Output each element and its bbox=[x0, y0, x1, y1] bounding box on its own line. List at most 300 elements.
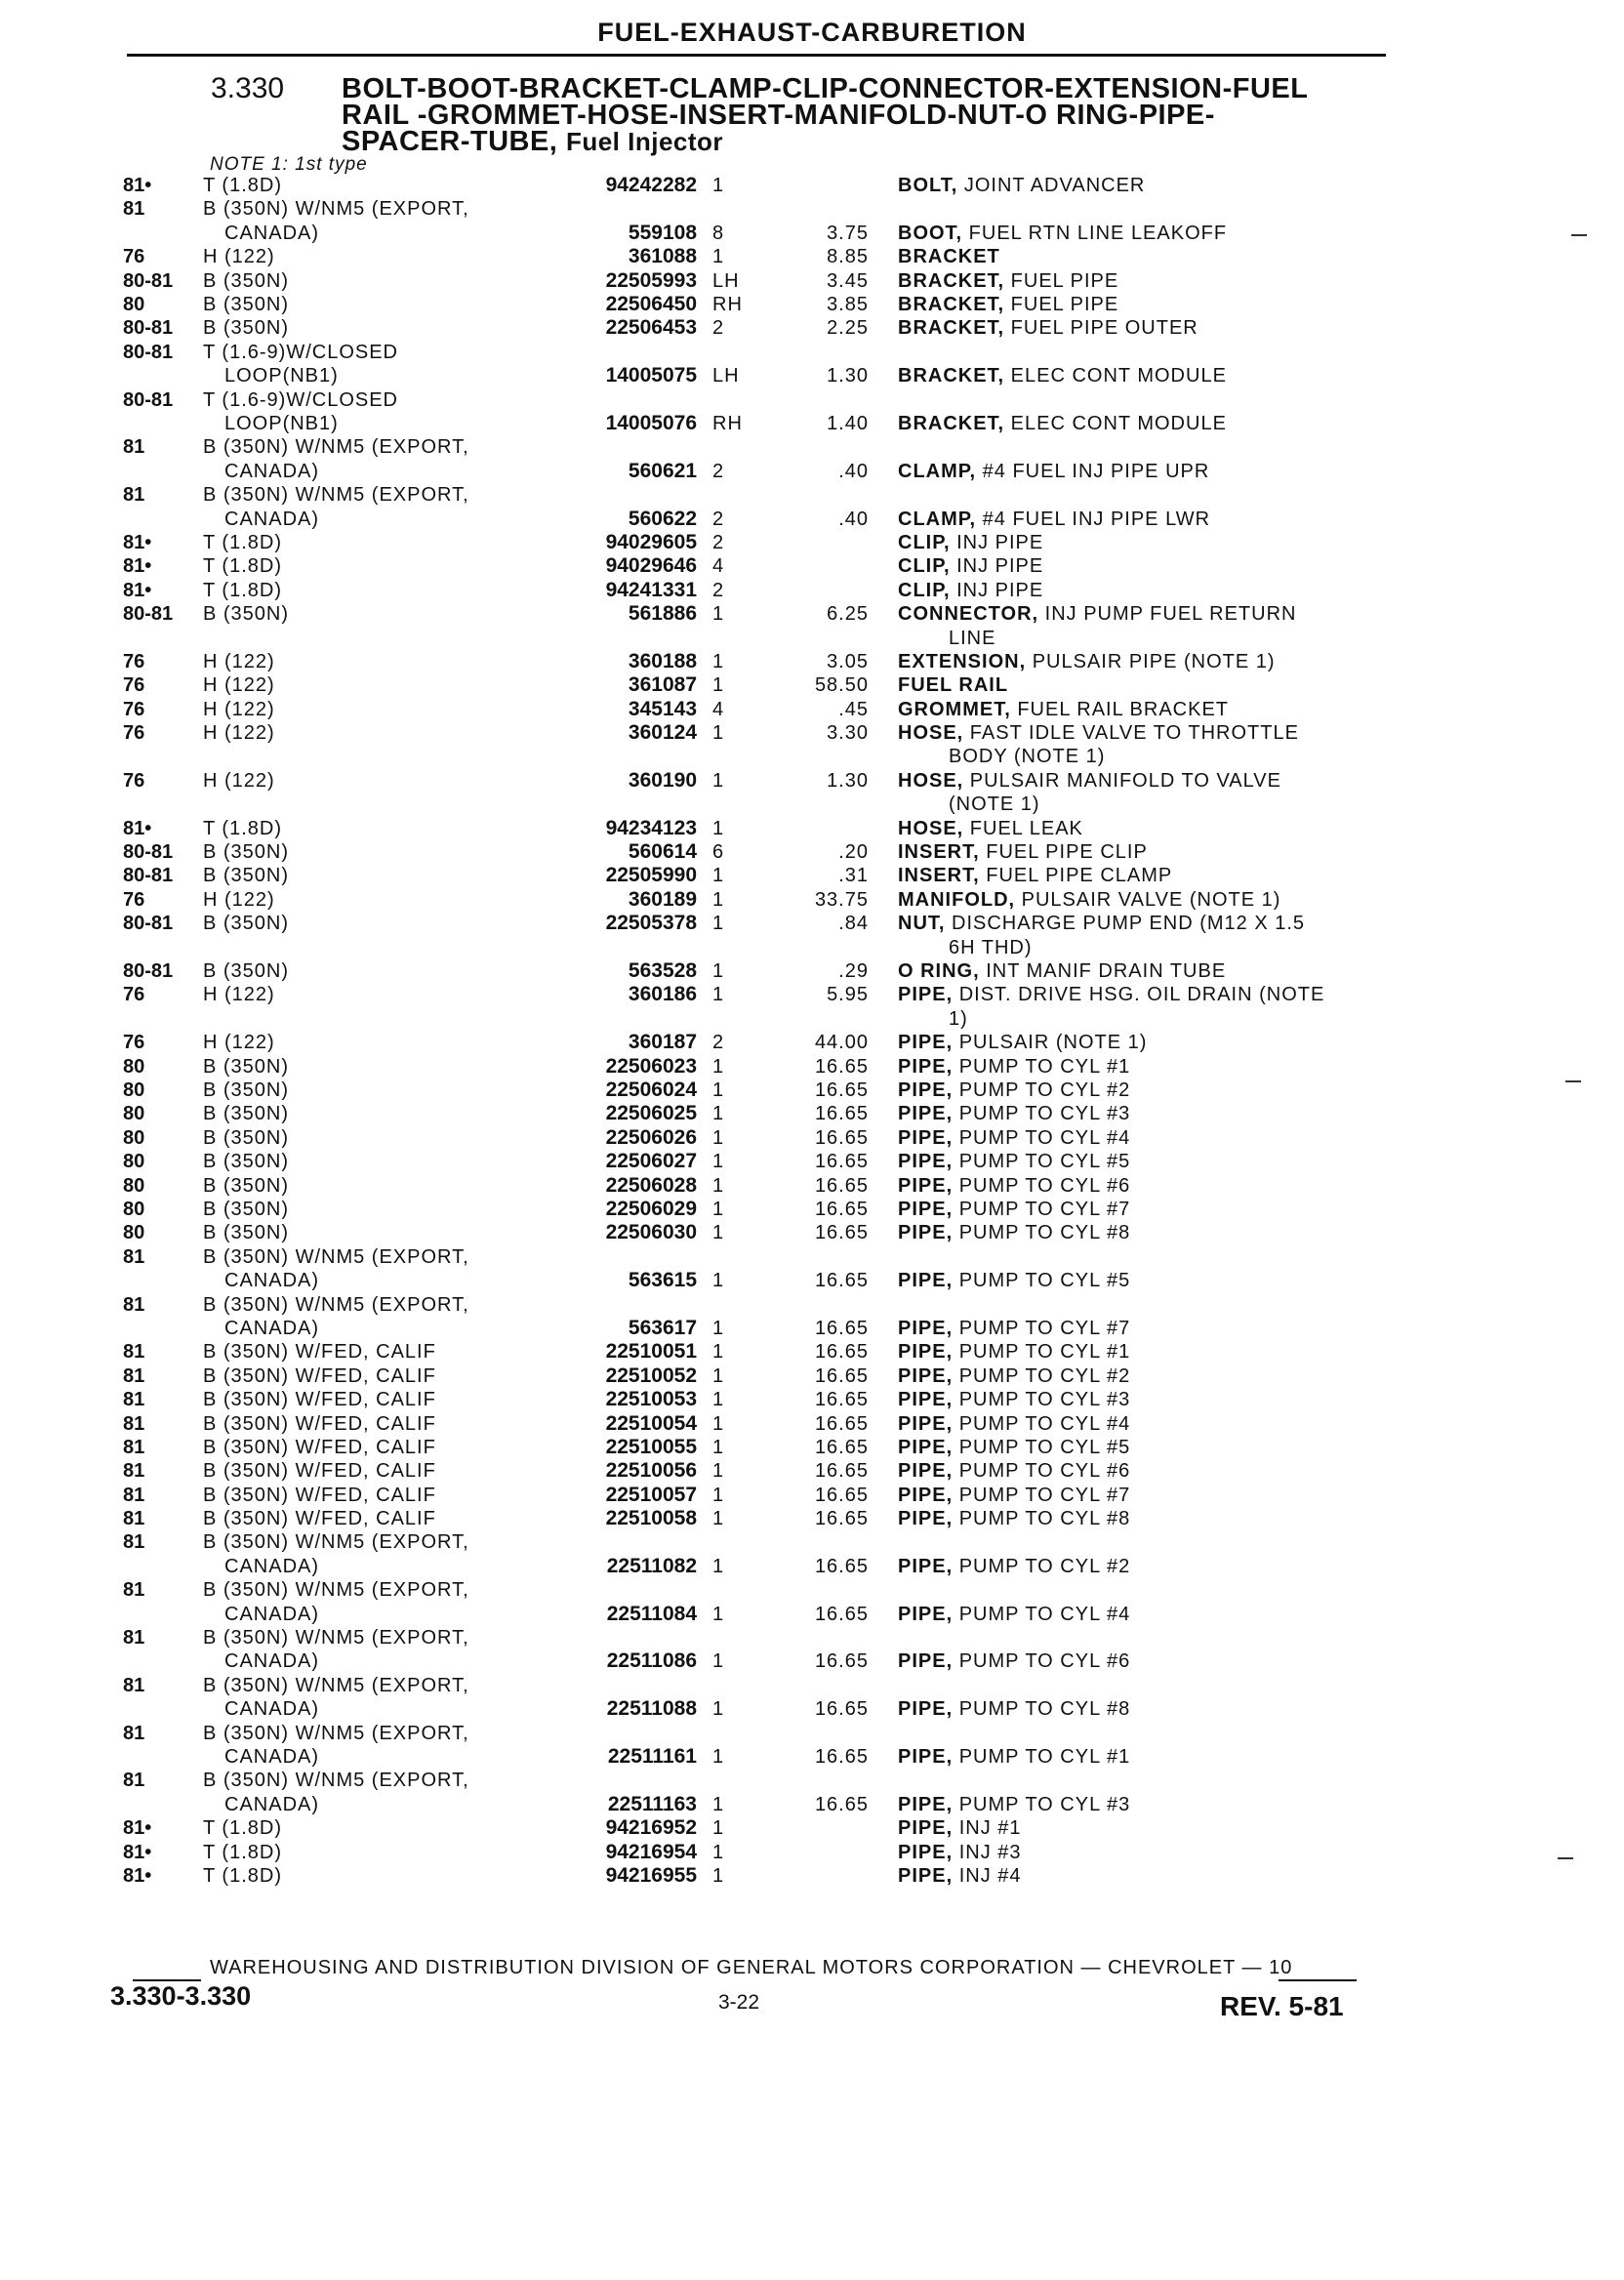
part-number: 22506026 bbox=[605, 1125, 697, 1149]
quantity: 1 bbox=[712, 722, 725, 745]
model-code-cont: CANADA) bbox=[224, 1555, 320, 1577]
description-keyword: PIPE, bbox=[898, 1055, 954, 1078]
table-row bbox=[0, 721, 1624, 769]
table-row bbox=[0, 316, 1624, 340]
quantity: 1 bbox=[712, 1055, 725, 1078]
description-detail: PUMP TO CYL #1 bbox=[953, 1055, 1131, 1078]
description bbox=[898, 1484, 1130, 1507]
part-number: 14005075 bbox=[605, 364, 697, 387]
model-code: B (350N) bbox=[203, 317, 290, 340]
model-code: H (122) bbox=[203, 246, 275, 268]
model-code: B (350N) bbox=[203, 1198, 290, 1220]
part-number: 22506030 bbox=[605, 1221, 697, 1244]
part-number: 22511084 bbox=[606, 1602, 697, 1625]
model-code: B (350N) W/NM5 (EXPORT, bbox=[203, 1627, 469, 1649]
model-year: 81 bbox=[123, 1412, 145, 1435]
quantity: 1 bbox=[712, 1198, 725, 1220]
description-detail: ELEC CONT MODULE bbox=[1004, 365, 1227, 387]
model-code: B (350N) W/NM5 (EXPORT, bbox=[203, 1531, 469, 1554]
table-row bbox=[0, 269, 1624, 293]
quantity: 1 bbox=[712, 865, 725, 887]
description-detail: PUMP TO CYL #7 bbox=[953, 1317, 1131, 1339]
model-code: H (122) bbox=[203, 769, 275, 792]
part-number: 22506453 bbox=[605, 316, 697, 340]
description-detail: PUMP TO CYL #5 bbox=[953, 1151, 1131, 1173]
model-code: H (122) bbox=[203, 650, 275, 672]
model-year: 80-81 bbox=[123, 317, 174, 340]
model-code: T (1.8D) bbox=[203, 555, 282, 578]
model-code: B (350N) W/FED, CALIF bbox=[203, 1389, 436, 1411]
model-year: 81 bbox=[123, 1341, 145, 1364]
description bbox=[898, 1841, 1022, 1864]
model-year: 81 bbox=[123, 1364, 145, 1387]
quantity: 1 bbox=[712, 817, 725, 839]
quantity: 1 bbox=[712, 246, 725, 268]
description-keyword: O RING, bbox=[898, 960, 980, 983]
price: .31 bbox=[838, 865, 869, 887]
part-number: 360190 bbox=[628, 768, 697, 792]
model-year: 80-81 bbox=[123, 341, 174, 363]
model-year: 81 bbox=[123, 1460, 145, 1483]
quantity: 1 bbox=[712, 1603, 725, 1625]
model-code: H (122) bbox=[203, 722, 275, 745]
description bbox=[898, 1174, 1130, 1198]
price: 16.65 bbox=[814, 1508, 869, 1530]
quantity: 1 bbox=[712, 1222, 725, 1244]
description-keyword: PIPE, bbox=[898, 1484, 954, 1506]
table-row bbox=[0, 650, 1624, 673]
table-row bbox=[0, 1436, 1624, 1459]
description-keyword: PIPE, bbox=[898, 1341, 954, 1364]
description bbox=[898, 1150, 1130, 1173]
description bbox=[898, 698, 1229, 721]
table-row bbox=[0, 1388, 1624, 1411]
description bbox=[898, 1317, 1130, 1340]
model-code: B (350N) W/NM5 (EXPORT, bbox=[203, 484, 469, 507]
description-detail: INJ PIPE bbox=[950, 579, 1044, 601]
price: 3.85 bbox=[827, 293, 869, 315]
section-title-subtitle: Fuel Injector bbox=[565, 127, 724, 156]
quantity: RH bbox=[712, 412, 743, 434]
part-number: 14005076 bbox=[605, 411, 697, 434]
price: 5.95 bbox=[827, 984, 869, 1006]
model-code: B (350N) bbox=[203, 1103, 290, 1125]
table-row bbox=[0, 341, 1624, 388]
model-code-cont: LOOP(NB1) bbox=[224, 412, 339, 434]
table-row bbox=[0, 1674, 1624, 1722]
model-code: B (350N) W/NM5 (EXPORT, bbox=[203, 1722, 469, 1744]
table-row bbox=[0, 1722, 1624, 1770]
description-keyword: HOSE, bbox=[898, 769, 964, 792]
description-keyword: BRACKET, bbox=[898, 293, 1005, 315]
part-number: 563615 bbox=[628, 1269, 697, 1292]
part-number: 560621 bbox=[628, 459, 697, 482]
description bbox=[898, 245, 1000, 268]
model-year: 81 bbox=[123, 1579, 145, 1602]
price: 16.65 bbox=[814, 1151, 869, 1173]
price: .20 bbox=[838, 841, 869, 864]
description-detail: FUEL LEAK bbox=[963, 817, 1083, 839]
model-year: 76 bbox=[123, 984, 145, 1006]
description bbox=[898, 864, 1172, 887]
price: 3.05 bbox=[827, 650, 869, 672]
description-detail: PUMP TO CYL #5 bbox=[953, 1270, 1131, 1292]
footer-division: WAREHOUSING AND DISTRIBUTION DIVISION OF GENERAL MOTORS CORPORATION — CHEVROLET — 10 bbox=[210, 1957, 1293, 1978]
quantity: 1 bbox=[712, 674, 725, 697]
part-number: 22510051 bbox=[605, 1340, 697, 1364]
model-year: 80 bbox=[123, 1055, 145, 1078]
table-row bbox=[0, 840, 1624, 864]
description bbox=[898, 912, 1305, 935]
table-row bbox=[0, 888, 1624, 912]
model-year: 81 bbox=[123, 1674, 145, 1696]
description-detail: PUMP TO CYL #8 bbox=[953, 1508, 1131, 1530]
price: .40 bbox=[838, 460, 869, 482]
price: 3.45 bbox=[827, 269, 869, 292]
model-year: 80 bbox=[123, 1103, 145, 1125]
description bbox=[898, 1412, 1130, 1436]
description-detail: PUMP TO CYL #6 bbox=[953, 1650, 1131, 1673]
model-code-cont: LOOP(NB1) bbox=[224, 365, 339, 387]
part-number: 360124 bbox=[628, 721, 697, 745]
description bbox=[898, 460, 1209, 483]
model-year: 80-81 bbox=[123, 841, 174, 864]
table-row bbox=[0, 1364, 1624, 1388]
description-detail: #4 FUEL INJ PIPE LWR bbox=[976, 508, 1211, 530]
description-keyword: BRACKET, bbox=[898, 412, 1005, 434]
part-number: 360189 bbox=[628, 887, 697, 911]
part-number: 22510056 bbox=[605, 1459, 697, 1483]
description-keyword: PIPE, bbox=[898, 1412, 954, 1435]
price: 16.65 bbox=[814, 1746, 869, 1769]
description-keyword: CLAMP, bbox=[898, 508, 977, 530]
price: 8.85 bbox=[827, 246, 869, 268]
model-code: B (350N) bbox=[203, 841, 290, 864]
description-detail: PULSAIR (NOTE 1) bbox=[953, 1032, 1148, 1054]
description-keyword: PIPE, bbox=[898, 1603, 954, 1625]
description-keyword: PIPE, bbox=[898, 1174, 954, 1197]
quantity: 1 bbox=[712, 1746, 725, 1769]
price: 1.40 bbox=[827, 412, 869, 434]
part-number: 22506029 bbox=[605, 1197, 697, 1220]
model-code: B (350N) bbox=[203, 1079, 290, 1101]
description bbox=[898, 817, 1083, 840]
description-keyword: PIPE, bbox=[898, 1817, 954, 1840]
description-detail: INJ PIPE bbox=[950, 531, 1044, 553]
part-number: 22511163 bbox=[607, 1792, 697, 1815]
description-detail: FUEL PIPE bbox=[1004, 293, 1119, 315]
model-code: T (1.8D) bbox=[203, 175, 282, 196]
part-number: 22511161 bbox=[607, 1745, 697, 1769]
part-number: 361088 bbox=[628, 245, 697, 268]
description-detail: PULSAIR VALVE (NOTE 1) bbox=[1015, 888, 1281, 911]
table-row bbox=[0, 1340, 1624, 1364]
price: 16.65 bbox=[814, 1793, 869, 1815]
model-year: 80 bbox=[123, 1174, 145, 1197]
table-row bbox=[0, 1864, 1624, 1888]
description-detail: PUMP TO CYL #7 bbox=[953, 1198, 1131, 1220]
quantity: 4 bbox=[712, 555, 725, 578]
quantity: 1 bbox=[712, 1126, 725, 1149]
price: 16.65 bbox=[814, 1412, 869, 1435]
description bbox=[898, 673, 1008, 697]
description-keyword: PIPE, bbox=[898, 1460, 954, 1483]
model-code-cont: CANADA) bbox=[224, 1650, 320, 1673]
table-row bbox=[0, 1841, 1624, 1864]
section-title-line-2: RAIL -GROMMET-HOSE-INSERT-MANIFOLD-NUT-O RING-PIPE- bbox=[342, 100, 1215, 131]
description-cont: LINE bbox=[949, 627, 996, 649]
description-keyword: PIPE, bbox=[898, 1865, 954, 1888]
description-keyword: INSERT, bbox=[898, 841, 980, 864]
table-row bbox=[0, 1578, 1624, 1626]
description bbox=[898, 1364, 1130, 1388]
table-row bbox=[0, 817, 1624, 840]
quantity: 1 bbox=[712, 1079, 725, 1101]
description-detail: INJ #4 bbox=[953, 1865, 1022, 1888]
description-detail: FUEL PIPE CLIP bbox=[979, 841, 1148, 864]
table-row bbox=[0, 673, 1624, 697]
description-detail: FUEL RAIL BRACKET bbox=[1010, 698, 1230, 720]
description-detail: PUMP TO CYL #4 bbox=[953, 1412, 1131, 1435]
part-number: 560622 bbox=[628, 507, 697, 530]
model-year: 80 bbox=[123, 1079, 145, 1101]
quantity: 1 bbox=[712, 650, 725, 672]
model-year: 81 bbox=[123, 1484, 145, 1506]
model-year: 80 bbox=[123, 1151, 145, 1173]
description bbox=[898, 1031, 1147, 1054]
parts-list bbox=[0, 174, 1624, 1888]
part-number: 22506024 bbox=[605, 1079, 697, 1101]
part-number: 94029646 bbox=[605, 554, 697, 578]
table-row bbox=[0, 1626, 1624, 1674]
table-row bbox=[0, 435, 1624, 483]
part-number: 94242282 bbox=[605, 174, 697, 196]
quantity: 1 bbox=[712, 1317, 725, 1339]
model-code: B (350N) bbox=[203, 269, 290, 292]
section-title bbox=[342, 73, 1366, 157]
note-1: NOTE 1: 1st type bbox=[210, 154, 368, 175]
part-number: 560614 bbox=[628, 840, 697, 864]
table-row bbox=[0, 388, 1624, 436]
description-detail: PUMP TO CYL #4 bbox=[953, 1603, 1131, 1625]
description bbox=[898, 888, 1280, 912]
description-cont: 1) bbox=[949, 1007, 968, 1030]
price: 16.65 bbox=[814, 1198, 869, 1220]
model-code-cont: CANADA) bbox=[224, 460, 320, 482]
model-code: B (350N) W/FED, CALIF bbox=[203, 1364, 436, 1387]
price: .40 bbox=[838, 508, 869, 530]
part-number: 22505378 bbox=[605, 912, 697, 935]
description-detail: PUMP TO CYL #6 bbox=[953, 1460, 1131, 1483]
model-year: 81• bbox=[123, 817, 152, 839]
description bbox=[898, 1745, 1130, 1769]
quantity: 2 bbox=[712, 508, 725, 530]
description-keyword: PIPE, bbox=[898, 1317, 954, 1339]
description bbox=[898, 769, 1281, 793]
part-number: 22510057 bbox=[605, 1483, 697, 1506]
description-detail: PUMP TO CYL #3 bbox=[953, 1793, 1131, 1815]
description-detail: INJ #1 bbox=[953, 1817, 1022, 1840]
description bbox=[898, 222, 1227, 245]
description bbox=[898, 721, 1299, 745]
description bbox=[898, 840, 1148, 864]
model-code: B (350N) bbox=[203, 1055, 290, 1078]
quantity: 1 bbox=[712, 1341, 725, 1364]
model-code: B (350N) W/NM5 (EXPORT, bbox=[203, 1579, 469, 1602]
table-row bbox=[0, 864, 1624, 887]
table-row bbox=[0, 293, 1624, 316]
part-number: 22510058 bbox=[605, 1507, 697, 1530]
description-keyword: EXTENSION, bbox=[898, 650, 1027, 672]
description bbox=[898, 293, 1118, 316]
price: 16.65 bbox=[814, 1698, 869, 1721]
description-keyword: CONNECTOR, bbox=[898, 603, 1039, 626]
price: 58.50 bbox=[814, 674, 869, 697]
description bbox=[898, 1126, 1130, 1150]
part-number: 360187 bbox=[628, 1031, 697, 1054]
model-code-cont: CANADA) bbox=[224, 222, 320, 244]
model-code: T (1.8D) bbox=[203, 1865, 282, 1888]
description-keyword: PIPE, bbox=[898, 1198, 954, 1220]
quantity: 2 bbox=[712, 460, 725, 482]
model-code: B (350N) W/FED, CALIF bbox=[203, 1508, 436, 1530]
model-code: T (1.6-9)W/CLOSED bbox=[203, 388, 398, 411]
description-keyword: NUT, bbox=[898, 913, 946, 935]
model-year: 80 bbox=[123, 293, 145, 315]
header-rule bbox=[127, 54, 1386, 57]
model-year: 81 bbox=[123, 198, 145, 221]
description-detail: FUEL PIPE CLAMP bbox=[979, 865, 1173, 887]
model-code: T (1.8D) bbox=[203, 531, 282, 553]
model-year: 76 bbox=[123, 722, 145, 745]
description-keyword: PIPE, bbox=[898, 1841, 954, 1863]
model-year: 81 bbox=[123, 1293, 145, 1316]
description bbox=[898, 316, 1198, 340]
description-keyword: PIPE, bbox=[898, 1364, 954, 1387]
part-number: 559108 bbox=[628, 221, 697, 244]
table-row bbox=[0, 1079, 1624, 1102]
table-row bbox=[0, 1412, 1624, 1436]
quantity: 2 bbox=[712, 531, 725, 553]
description-keyword: PIPE, bbox=[898, 984, 954, 1006]
model-year: 76 bbox=[123, 698, 145, 720]
description bbox=[898, 1079, 1130, 1102]
table-row bbox=[0, 1484, 1624, 1507]
model-code: H (122) bbox=[203, 984, 275, 1006]
description-keyword: BRACKET, bbox=[898, 365, 1005, 387]
quantity: 1 bbox=[712, 175, 725, 196]
quantity: 1 bbox=[712, 1841, 725, 1863]
part-number: 22506023 bbox=[605, 1054, 697, 1078]
part-number: 22511088 bbox=[606, 1697, 697, 1721]
description-detail: INJ PUMP FUEL RETURN bbox=[1038, 603, 1297, 626]
table-row bbox=[0, 1507, 1624, 1530]
model-year: 81• bbox=[123, 175, 152, 196]
model-code: B (350N) W/FED, CALIF bbox=[203, 1412, 436, 1435]
model-year: 76 bbox=[123, 650, 145, 672]
table-row bbox=[0, 912, 1624, 959]
description bbox=[898, 1864, 1022, 1888]
part-number: 361087 bbox=[628, 673, 697, 697]
footer-range: 3.330-3.330 bbox=[110, 1981, 252, 2011]
price: 16.65 bbox=[814, 1436, 869, 1458]
model-code-cont: CANADA) bbox=[224, 1746, 320, 1769]
table-row bbox=[0, 245, 1624, 268]
description bbox=[898, 579, 1043, 602]
description bbox=[898, 1269, 1130, 1292]
table-row bbox=[0, 1530, 1624, 1578]
quantity: RH bbox=[712, 293, 743, 315]
description-detail: PUMP TO CYL #2 bbox=[953, 1555, 1131, 1577]
price: 33.75 bbox=[814, 888, 869, 911]
model-year: 81 bbox=[123, 1389, 145, 1411]
description bbox=[898, 1388, 1130, 1411]
price: 16.65 bbox=[814, 1103, 869, 1125]
model-year: 81 bbox=[123, 1436, 145, 1458]
description bbox=[898, 1198, 1130, 1221]
model-code: B (350N) W/NM5 (EXPORT, bbox=[203, 1770, 469, 1792]
model-year: 80-81 bbox=[123, 388, 174, 411]
description bbox=[898, 364, 1227, 387]
table-row bbox=[0, 197, 1624, 245]
part-number: 22506027 bbox=[605, 1150, 697, 1173]
description bbox=[898, 983, 1324, 1006]
quantity: 1 bbox=[712, 1389, 725, 1411]
quantity: 1 bbox=[712, 913, 725, 935]
quantity: 1 bbox=[712, 888, 725, 911]
model-year: 81 bbox=[123, 1531, 145, 1554]
model-year: 81 bbox=[123, 484, 145, 507]
table-row bbox=[0, 1102, 1624, 1125]
part-number: 563617 bbox=[628, 1316, 697, 1339]
price: 16.65 bbox=[814, 1317, 869, 1339]
description-detail: PUMP TO CYL #6 bbox=[953, 1174, 1131, 1197]
part-number: 360188 bbox=[628, 649, 697, 672]
description-detail: PUMP TO CYL #1 bbox=[953, 1746, 1131, 1769]
model-code: T (1.8D) bbox=[203, 817, 282, 839]
description-keyword: PIPE, bbox=[898, 1389, 954, 1411]
description bbox=[898, 1507, 1130, 1530]
page-header: FUEL-EXHAUST-CARBURETION bbox=[597, 18, 1027, 47]
price: 16.65 bbox=[814, 1126, 869, 1149]
description bbox=[898, 1436, 1130, 1459]
description-detail: PUMP TO CYL #8 bbox=[953, 1222, 1131, 1244]
quantity: 1 bbox=[712, 1270, 725, 1292]
description-keyword: PIPE, bbox=[898, 1698, 954, 1721]
model-code: B (350N) W/NM5 (EXPORT, bbox=[203, 1674, 469, 1696]
description-keyword: BRACKET bbox=[898, 246, 1000, 268]
section-title-line-1: BOLT-BOOT-BRACKET-CLAMP-CLIP-CONNECTOR-EXTENSION-FUEL bbox=[342, 73, 1309, 104]
model-year: 81 bbox=[123, 1627, 145, 1649]
description-detail: PUMP TO CYL #3 bbox=[953, 1389, 1131, 1411]
price: 44.00 bbox=[814, 1032, 869, 1054]
description-keyword: PIPE, bbox=[898, 1222, 954, 1244]
price: 16.65 bbox=[814, 1222, 869, 1244]
table-row bbox=[0, 983, 1624, 1031]
quantity: 1 bbox=[712, 960, 725, 983]
quantity: 8 bbox=[712, 222, 725, 244]
section-number: 3.330 bbox=[211, 72, 285, 104]
description-keyword: BRACKET, bbox=[898, 317, 1005, 340]
table-row bbox=[0, 602, 1624, 650]
price: 16.65 bbox=[814, 1174, 869, 1197]
description-keyword: PIPE, bbox=[898, 1103, 954, 1125]
model-code-cont: CANADA) bbox=[224, 1793, 320, 1815]
model-year: 80-81 bbox=[123, 913, 174, 935]
description bbox=[898, 650, 1276, 673]
model-year: 81• bbox=[123, 579, 152, 601]
description-cont: (NOTE 1) bbox=[949, 794, 1040, 816]
